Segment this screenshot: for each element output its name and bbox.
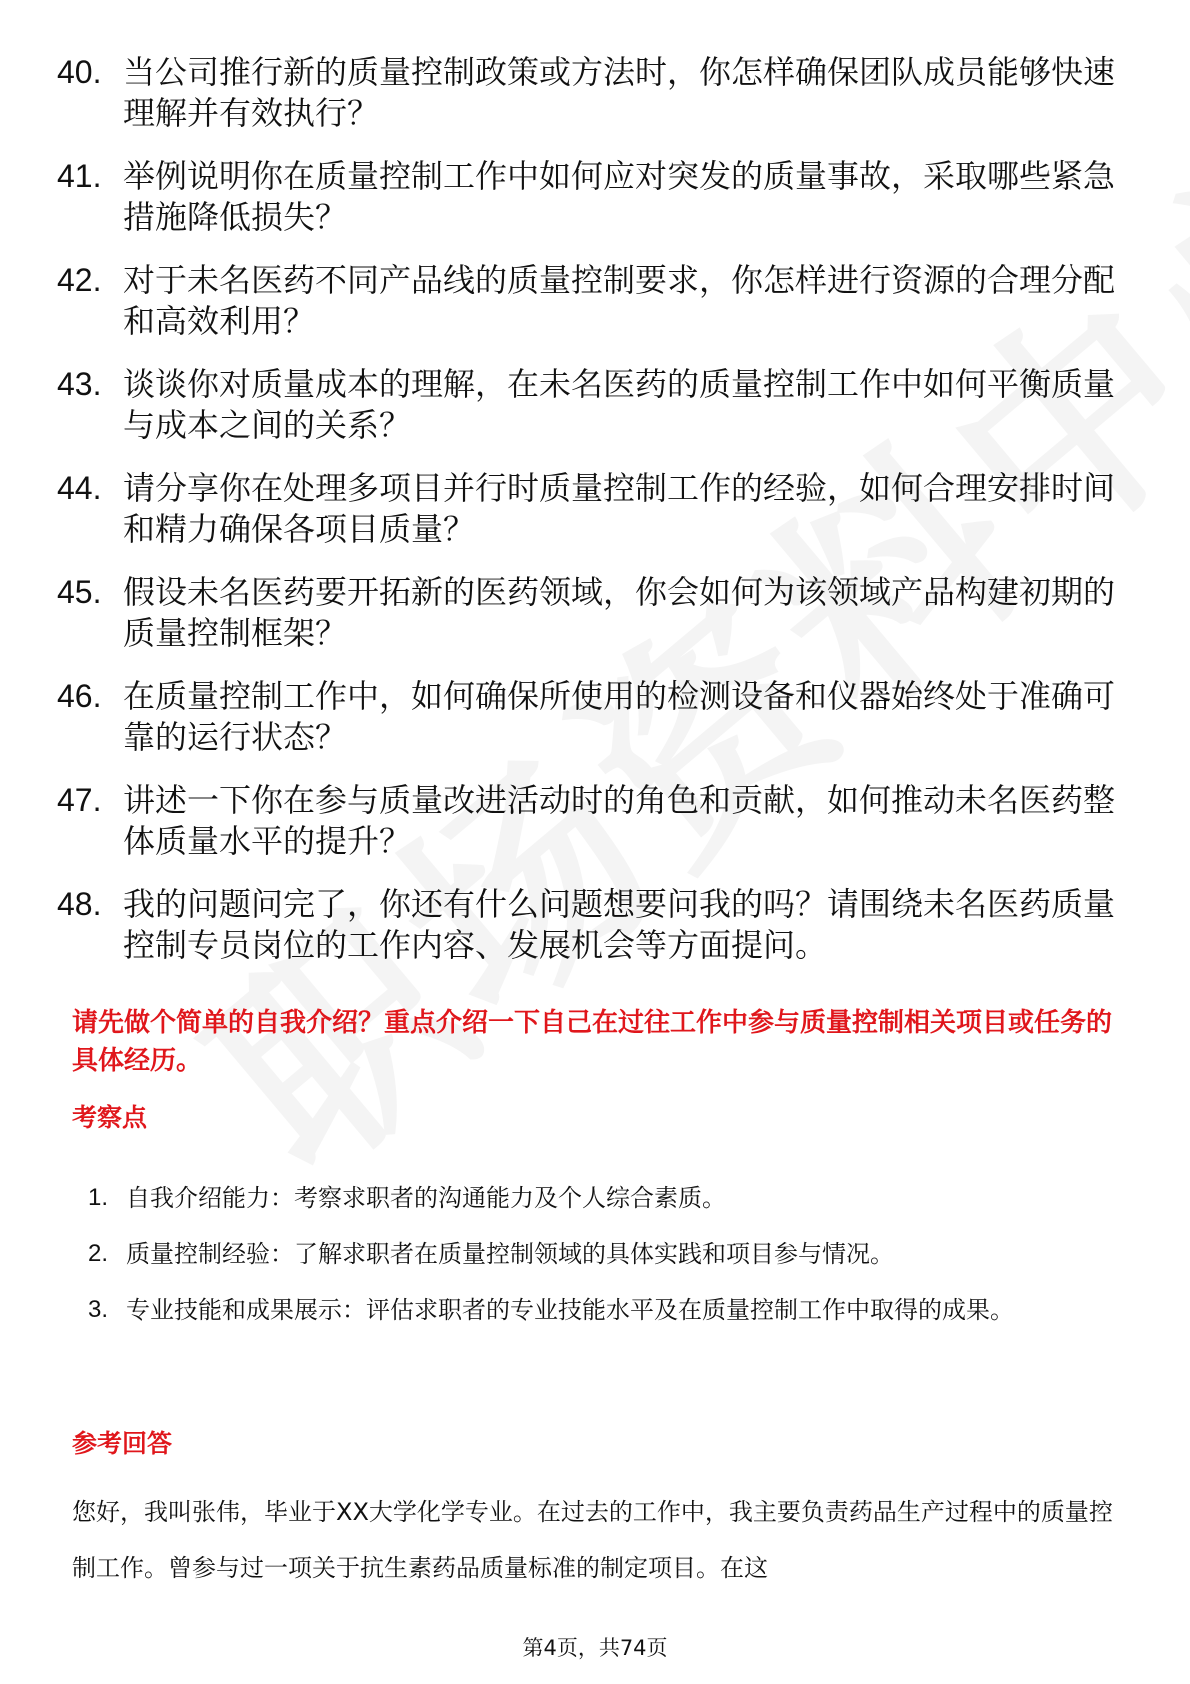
cankao-heading: 参考回答	[72, 1429, 173, 1458]
question-number: 48.	[57, 886, 102, 922]
question-list	[57, 52, 1117, 988]
question-item	[57, 364, 1117, 446]
question-item	[57, 156, 1117, 238]
question-item	[57, 780, 1117, 862]
question-item	[57, 260, 1117, 342]
question-number: 46.	[57, 678, 102, 714]
kaocha-item	[88, 1226, 1118, 1282]
question-number: 41.	[57, 158, 102, 194]
highlight-question: 请先做个简单的自我介绍？重点介绍一下自己在过往工作中参与质量控制相关项目或任务的具体经历。	[72, 1008, 1113, 1076]
kaocha-text: 质量控制经验：了解求职者在质量控制领域的具体实践和项目参与情况。	[126, 1240, 894, 1268]
question-item	[57, 884, 1117, 966]
kaocha-number: 1.	[88, 1184, 109, 1211]
question-text: 谈谈你对质量成本的理解，在未名医药的质量控制工作中如何平衡质量与成本之间的关系？	[123, 365, 1116, 444]
kaocha-item	[88, 1282, 1118, 1338]
question-number: 44.	[57, 470, 102, 506]
question-text: 举例说明你在质量控制工作中如何应对突发的质量事故，采取哪些紧急措施降低损失？	[123, 157, 1116, 236]
question-text: 当公司推行新的质量控制政策或方法时，你怎样确保团队成员能够快速理解并有效执行？	[123, 53, 1116, 132]
question-text: 对于未名医药不同产品线的质量控制要求，你怎样进行资源的合理分配和高效利用？	[123, 261, 1116, 340]
kaocha-number: 2.	[88, 1240, 109, 1267]
kaocha-list	[88, 1170, 1118, 1338]
page-footer: 第4页，共74页	[522, 1636, 668, 1660]
question-item	[57, 52, 1117, 134]
question-text: 请分享你在处理多项目并行时质量控制工作的经验，如何合理安排时间和精力确保各项目质量？	[123, 469, 1116, 548]
question-text: 在质量控制工作中，如何确保所使用的检测设备和仪器始终处于准确可靠的运行状态？	[123, 677, 1116, 756]
question-text: 讲述一下你在参与质量改进活动时的角色和贡献，如何推动未名医药整体质量水平的提升？	[123, 781, 1116, 860]
kaocha-text: 专业技能和成果展示：评估求职者的专业技能水平及在质量控制工作中取得的成果。	[126, 1296, 1014, 1324]
question-number: 40.	[57, 54, 102, 90]
question-number: 45.	[57, 574, 102, 610]
question-text: 我的问题问完了，你还有什么问题想要问我的吗？请围绕未名医药质量控制专员岗位的工作内容、发展机会等方面提问。	[123, 885, 1116, 964]
question-number: 43.	[57, 366, 102, 402]
question-item	[57, 676, 1117, 758]
question-number: 47.	[57, 782, 102, 818]
question-item	[57, 468, 1117, 550]
question-number: 42.	[57, 262, 102, 298]
kaocha-item	[88, 1170, 1118, 1226]
reference-answer: 您好，我叫张伟，毕业于XX大学化学专业。在过去的工作中，我主要负责药品生产过程中的质量控制工作。曾参与过一项关于抗生素药品质量标准的制定项目。在这	[72, 1498, 1113, 1582]
question-item	[57, 572, 1117, 654]
question-text: 假设未名医药要开拓新的医药领域，你会如何为该领域产品构建初期的质量控制框架？	[123, 573, 1116, 652]
kaocha-text: 自我介绍能力：考察求职者的沟通能力及个人综合素质。	[126, 1184, 726, 1212]
kaocha-heading: 考察点	[72, 1103, 148, 1132]
kaocha-number: 3.	[88, 1296, 109, 1323]
